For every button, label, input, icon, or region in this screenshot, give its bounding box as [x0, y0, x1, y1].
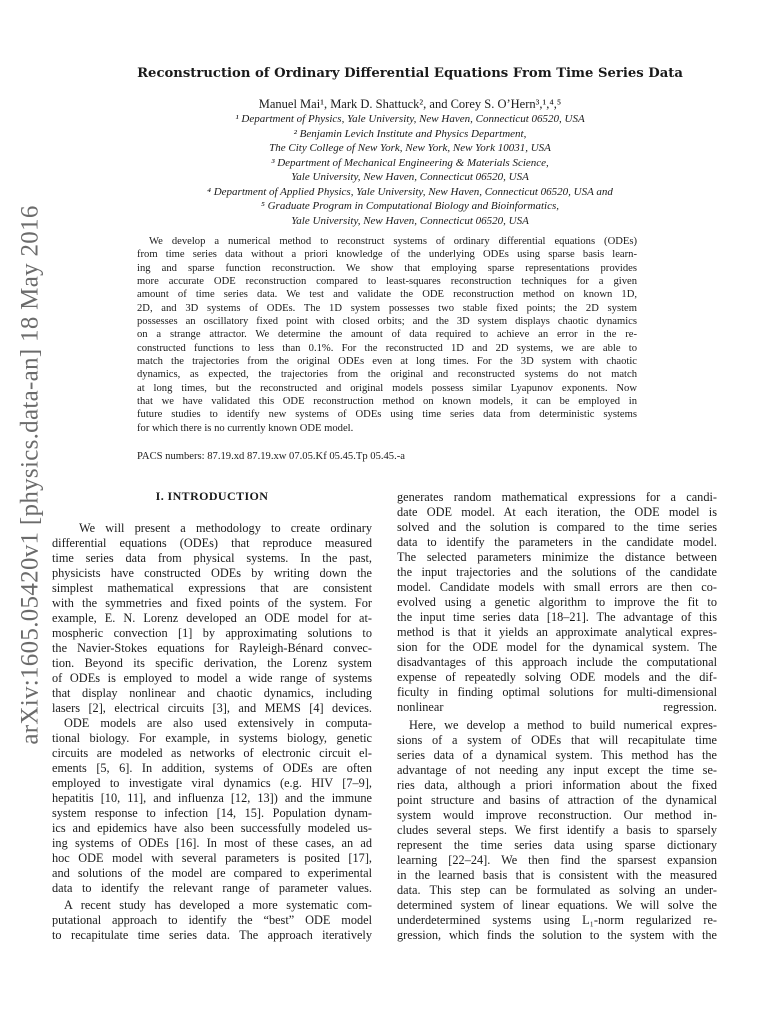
- body-line: differential equations (ODEs) that reproduce measured: [52, 536, 372, 550]
- body-line: We will present a methodology to create ordinary: [79, 521, 372, 535]
- body-line: mospheric convection [1] by approximating solutions to: [52, 626, 372, 640]
- affiliation-line: ² Benjamin Levich Institute and Physics Department,: [293, 127, 527, 140]
- body-line: ficulty in finding optimal solutions for multi-dimensional: [397, 685, 717, 699]
- body-line: sions of a system of ODEs that will recapitulate time: [397, 733, 717, 747]
- body-line: ries data, although a priori information about the fixed: [397, 778, 717, 792]
- body-line: system response to infection [14, 15]. Population dynam-: [52, 806, 372, 820]
- body-line: the Navier-Stokes equations for Rayleigh-Bénard convec-: [52, 641, 372, 655]
- body-line: A recent study has developed a more systematic com-: [64, 898, 372, 912]
- affiliation-line: ¹ Department of Physics, Yale University, New Haven, Connecticut 06520, USA: [235, 113, 585, 125]
- body-line: simplest mathematical expressions that are consistent: [52, 581, 372, 595]
- body-line: ics and epidemics have also been successfully modeled us-: [52, 821, 372, 835]
- body-line: The selected parameters minimize the distance between: [397, 550, 717, 564]
- abstract-line: amount of time series data. We test and validate the ODE reconstruction method on known 1D,: [137, 289, 637, 301]
- body-line: model. Candidate models with small errors are then co-: [397, 580, 717, 594]
- body-line: advantage of not needing any input except the time se-: [397, 763, 717, 777]
- affiliation-line: Yale University, New Haven, Connecticut 06520, USA: [291, 171, 529, 183]
- pacs-numbers: PACS numbers: 87.19.xd 87.19.xw 07.05.Kf 05.45.Tp 05.45.-a: [137, 451, 405, 462]
- abstract: [137, 235, 637, 435]
- body-line: tion. Beyond its specific derivation, the Lorenz system: [52, 656, 372, 670]
- body-line: data to identify the parameters in the candidate model.: [397, 535, 717, 549]
- body-line: expense of repeatedly solving ODE models and the dif-: [397, 670, 717, 684]
- affiliation-line: Yale University, New Haven, Connecticut 06520, USA: [291, 214, 529, 227]
- body-line: lasers [2], electrical circuits [3], and MEMS [4] devices.: [52, 701, 372, 715]
- body-line: represent the time series data using sparse dictionary: [397, 838, 717, 852]
- abstract-line: more accurate ODE reconstruction compared to least-squares reconstruction techniques for a given: [137, 276, 637, 288]
- abstract-line: for which there is no currently known ODE model.: [137, 422, 354, 434]
- body-line: data. This step can be formulated as solving an under-: [397, 883, 717, 897]
- author-list: Manuel Mai¹, Mark D. Shattuck², and Corey S. O’Hern³,¹,⁴,⁵: [258, 97, 562, 111]
- arxiv-identifier: arXiv:1605.05420v1 [physics.data-an] 18 May 2016: [17, 205, 44, 745]
- body-line: circuits are modeled as networks of electronic circuit el-: [52, 746, 372, 760]
- body-line: hepatitis [10, 11], and influenza [12, 13]) and the immune: [52, 791, 372, 805]
- body-line: time series data from physical systems. In the past,: [52, 551, 372, 565]
- affiliation-line: ⁵ Graduate Program in Computational Biology and Bioinformatics,: [261, 200, 559, 212]
- body-line: point structure and basins of attraction of the dynamical: [397, 793, 717, 807]
- body-line: data to identify the relevant range of parameter values.: [52, 881, 372, 895]
- body-line: underdetermined systems using L₁-norm regularized re-: [397, 913, 717, 927]
- body-line: method is that it yields an approximate analytical expres-: [397, 625, 717, 639]
- body-line: system would improve reconstruction. Our method in-: [397, 808, 717, 822]
- body-line: gression, which finds the solution to the system with the: [397, 928, 717, 942]
- body-line: nonlinear regression.: [397, 700, 717, 714]
- body-line: hoc ODE model with several parameters is posited [17],: [52, 851, 372, 865]
- abstract-line: We develop a numerical method to reconstruct systems of ordinary differential equations (ODEs): [149, 236, 637, 247]
- body-line: tional biology. For example, in systems biology, genetic: [52, 731, 372, 745]
- arxiv-identifier-sidebar: [14, 205, 48, 745]
- body-line: with the symmetries and fixed points of the system. For: [52, 596, 372, 610]
- body-line: ing systems of ODEs [16]. In most of these cases, an ad: [52, 836, 372, 850]
- section-heading: I. INTRODUCTION: [155, 489, 269, 503]
- body-line: Here, we develop a method to build numerical expres-: [409, 718, 717, 732]
- body-line: ements [5, 6]. In addition, systems of ODEs are often: [52, 761, 372, 775]
- body-line: the input time series data [18–21]. The advantage of this: [397, 610, 717, 624]
- affiliation-line: The City College of New York, New York, New York 10031, USA: [269, 142, 551, 154]
- body-line: cludes several steps. We first identify a basis to sparsely: [397, 823, 717, 837]
- abstract-line: dynamics, as expected, the trajectories from the original and reconstructed systems do not match: [137, 369, 637, 381]
- body-line: sion for the ODE model for the dynamical system. The: [397, 640, 717, 654]
- body-line: employed to investigate viral dynamics (e.g. HIV [7–9],: [52, 776, 372, 790]
- abstract-line: possesses an oscillatory fixed point with closed orbits; and the 3D system displays chaotic dynamics: [137, 316, 637, 328]
- body-line: date ODE model. At each iteration, the ODE model is: [397, 505, 717, 519]
- body-line: generates random mathematical expressions for a candi-: [397, 490, 717, 504]
- abstract-line: match the trajectories from the original ODEs even at long times. For the 3D system with chaotic: [137, 356, 637, 368]
- abstract-line: from time series data without a priori knowledge of the underlying ODEs using sparse basis learn-: [137, 249, 637, 261]
- body-line: solved and the solution is compared to the time series: [397, 520, 717, 534]
- paper-title: Reconstruction of Ordinary Differential Equations From Time Series Data: [137, 66, 683, 81]
- body-line: series data of a dynamical system. This method has the: [397, 748, 717, 762]
- body-line: in the learned basis that is consistent with the measured: [397, 868, 717, 882]
- body-line: the input trajectories and the solutions of the candidate: [397, 565, 717, 579]
- body-line: putational approach to identify the “best” ODE model: [52, 913, 372, 927]
- body-line: disadvantages of this approach include the computational: [397, 655, 717, 669]
- abstract-line: on a strange attractor. We determine the amount of data required to achieve an error in the re-: [137, 329, 637, 341]
- abstract-line: 2D, and 3D systems of ODEs. The 1D system possesses two stable fixed points; the 2D system: [137, 302, 637, 314]
- body-line: learning [22–24]. We then find the sparsest expansion: [397, 853, 717, 867]
- body-line: evolved using a genetic algorithm to improve the fit to: [397, 595, 717, 609]
- body-line: determined system of linear equations. We will solve the: [397, 898, 717, 912]
- affiliations: [100, 112, 720, 228]
- abstract-line: ing and sparse function reconstruction. We show that employing sparse representations provides: [137, 262, 637, 274]
- abstract-line: at long times, but the reconstructed and original models possess similar Lyapunov exponents. Now: [137, 382, 637, 394]
- affiliation-line: ⁴ Department of Applied Physics, Yale University, New Haven, Connecticut 06520, USA and: [207, 185, 613, 198]
- abstract-line: future studies to identify new systems of ODEs using time series data from deterministic systems: [137, 409, 637, 421]
- body-line: that display nonlinear and chaotic dynamics, including: [52, 686, 372, 700]
- abstract-line: constructed functions to less than 0.1%. For the reconstructed 1D and 2D systems, we are able to: [137, 342, 637, 354]
- body-line: ODE models are also used extensively in computa-: [64, 716, 372, 730]
- body-line: of ODEs is employed to model a wide range of systems: [52, 671, 372, 685]
- body-line: and solutions of the model are compared to experimental: [52, 866, 372, 880]
- body-line: to recapitulate time series data. The approach iteratively: [52, 928, 372, 942]
- affiliation-line: ³ Department of Mechanical Engineering & Materials Science,: [271, 156, 549, 169]
- body-line: physicists have constructed ODEs by writing down the: [52, 566, 372, 580]
- abstract-line: that we have validated this ODE reconstruction method on known models, it can be employed in: [137, 396, 637, 408]
- body-line: example, E. N. Lorenz developed an ODE model for at-: [52, 611, 372, 625]
